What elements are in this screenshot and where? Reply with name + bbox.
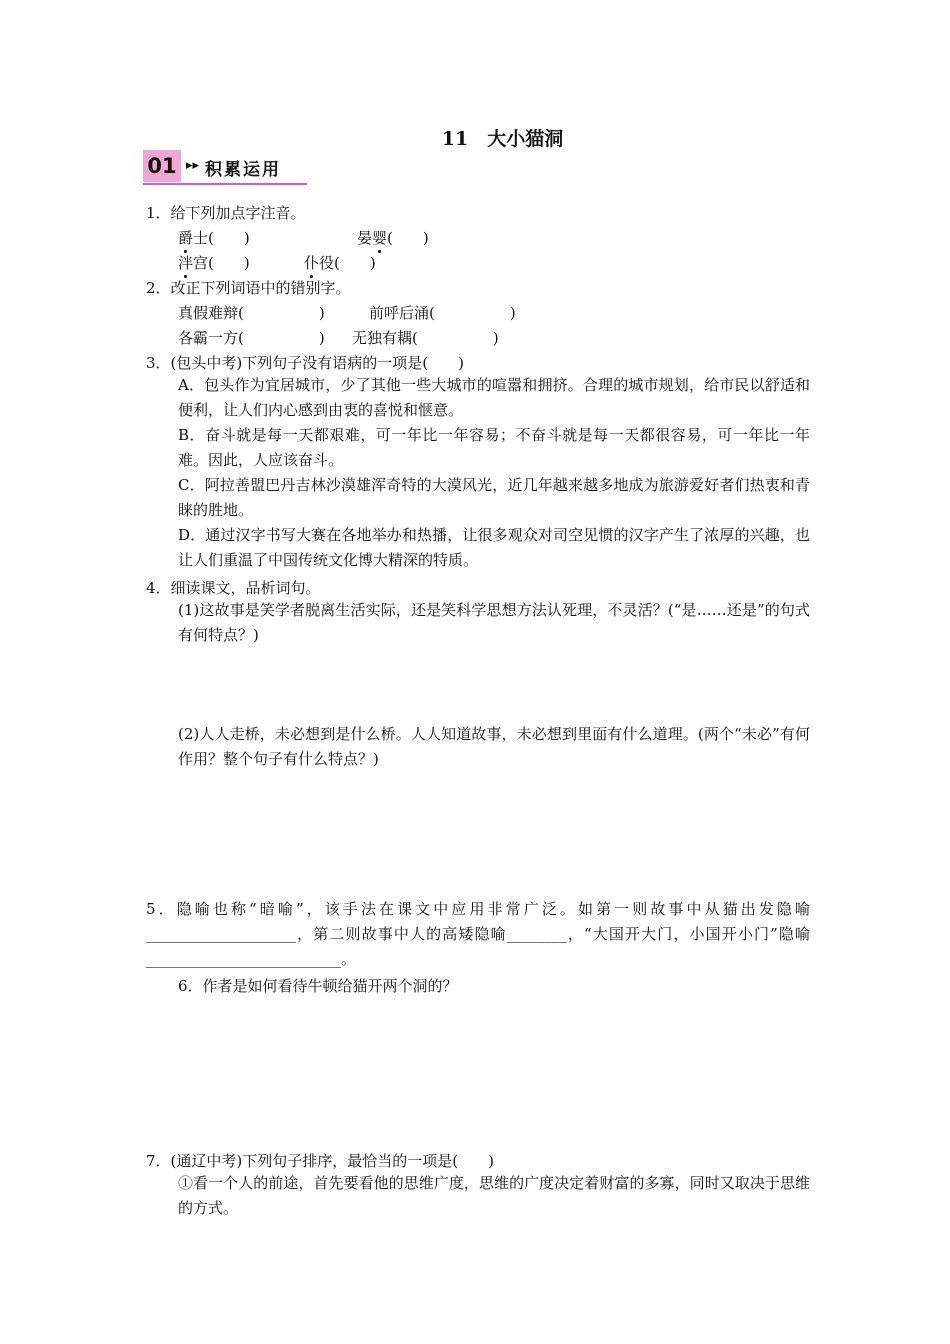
section-underline	[143, 183, 307, 185]
q2-item-4: 无独有耦( )	[352, 329, 499, 347]
q3-option-a: A．包头作为宜居城市，少了其他一些大城市的喧嚣和拥挤。合理的城市规划，给市民以舒适和便利，让人们内心感到由衷的喜悦和惬意。	[178, 376, 810, 419]
q3-option-c: C．阿拉善盟巴丹吉林沙漠雄浑奇特的大漠风光，近几年越来越多地成为旅游爱好者们热衷和青睐的胜地。	[178, 476, 810, 519]
double-arrow-icon: ▸▸	[186, 158, 200, 173]
q1-item-2: 晏婴( )	[357, 229, 429, 247]
question-7-stem: 7．(通辽中考)下列句子排序，最恰当的一项是( )	[146, 1152, 494, 1170]
q1-item-3: 泮宫( )	[178, 254, 250, 272]
section-label: 积累运用	[205, 160, 281, 180]
q4-part-1: (1)这故事是笑学者脱离生活实际，还是笑科学思想方法认死理，不灵活？(“是……还是”的句式有何特点？)	[178, 601, 810, 644]
question-3-stem: 3．(包头中考)下列句子没有语病的一项是( )	[146, 354, 464, 372]
section-number: 01	[143, 150, 181, 182]
q2-item-2: 前呼后涌( )	[369, 304, 516, 322]
q4-part-2: (2)人人走桥，未必想到是什么桥。人人知道故事，未必想到里面有什么道理。(两个“未必”有何作用？整个句子有什么特点？)	[178, 725, 810, 768]
page-title: 11 大小猫洞	[441, 128, 564, 150]
q3-option-d: D．通过汉字书写大赛在各地举办和热播，让很多观众对司空见惯的汉字产生了浓厚的兴趣，也让人们重温了中国传统文化博大精深的特质。	[178, 526, 810, 569]
q2-item-1: 真假难辩( )	[178, 304, 325, 322]
question-1-stem: 1．给下列加点字注音。	[146, 204, 306, 222]
q1-item-1: 爵士( )	[178, 229, 250, 247]
q1-item-4: 仆役( )	[304, 254, 376, 272]
question-6: 6．作者是如何看待牛顿给猫开两个洞的？	[178, 977, 458, 995]
question-5: 5．隐喻也称“暗喻”，该手法在课文中应用非常广泛。如第一则故事中从猫出发隐喻____________________，第二则故事中人的高矮隐喻________，“大国开大门，小国开小门”隐喻__________________________。	[146, 900, 810, 968]
q2-item-3: 各霸一方( )	[178, 329, 325, 347]
question-2-stem: 2．改正下列词语中的错别字。	[146, 279, 351, 297]
section-badge	[143, 150, 307, 188]
question-4-stem: 4．细读课文，品析词句。	[146, 579, 321, 597]
q3-option-b: B．奋斗就是每一天都艰难，可一年比一年容易；不奋斗就是每一天都很容易，可一年比一年难。因此，人应该奋斗。	[178, 426, 810, 469]
q7-sentence-1: ①看一个人的前途，首先要看他的思维广度，思维的广度决定着财富的多寡，同时又取决于思维的方式。	[178, 1174, 810, 1217]
